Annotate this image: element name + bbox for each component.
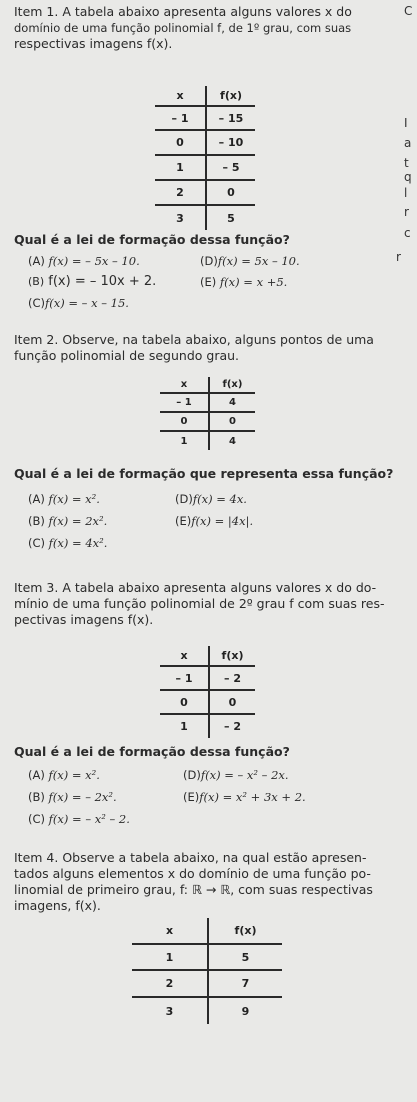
table-cell: 2 xyxy=(155,180,206,205)
table-cell: 0 xyxy=(160,690,209,714)
item3-option-b[interactable]: (B) f(x) = – 2x². xyxy=(28,790,117,804)
item2-option-e[interactable]: (E)f(x) = |4x|. xyxy=(175,514,254,528)
item3-option-d[interactable]: (D)f(x) = – x² – 2x. xyxy=(183,768,289,782)
item2-option-c[interactable]: (C) f(x) = 4x². xyxy=(28,536,108,550)
item1-option-a[interactable]: (A) f(x) = – 5x – 10. xyxy=(28,254,140,268)
item1-statement xyxy=(14,4,404,52)
item3-header-x: x xyxy=(160,646,209,666)
margin-fragment: t xyxy=(404,156,409,170)
item2-option-b[interactable]: (B) f(x) = 2x². xyxy=(28,514,108,528)
item3-option-a[interactable]: (A) f(x) = x². xyxy=(28,768,100,782)
table-cell: 9 xyxy=(208,997,282,1024)
item1-option-e[interactable]: (E) f(x) = x +5. xyxy=(200,275,288,289)
item1-line3: respectivas imagens f(x). xyxy=(14,36,173,51)
item3-line2: mínio de uma função polinomial de 2º grau f com suas res- xyxy=(14,596,385,611)
item2-line1: Item 2. Observe, na tabela abaixo, alguns pontos de uma xyxy=(14,332,374,347)
table-cell: 1 xyxy=(180,435,188,447)
margin-fragment: l xyxy=(404,186,408,200)
item1-header-fx: f(x) xyxy=(206,86,255,106)
table-cell: 3 xyxy=(165,1004,174,1018)
table-cell: – 1 xyxy=(160,666,209,690)
table-cell: 2 xyxy=(132,970,208,997)
table-cell: 0 xyxy=(155,130,206,155)
item2-header-x: x xyxy=(160,377,209,393)
table-cell: – 5 xyxy=(206,155,255,180)
item4-header-x: x xyxy=(132,918,208,944)
item3-option-e[interactable]: (E)f(x) = x² + 3x + 2. xyxy=(183,790,306,804)
margin-fragment: q xyxy=(404,170,412,184)
item2-question: Qual é a lei de formação que representa essa função? xyxy=(14,466,394,481)
table-cell: – 1 xyxy=(160,393,209,412)
item4-header-fx: f(x) xyxy=(208,918,282,944)
item4-statement xyxy=(14,850,412,914)
item2-option-a[interactable]: (A) f(x) = x². xyxy=(28,492,100,506)
item2-header-fx: f(x) xyxy=(209,377,255,393)
item4-line3: linomial de primeiro grau, f: ℝ → ℝ, com suas respectivas xyxy=(14,882,373,897)
item4-line4: imagens, f(x). xyxy=(14,898,101,913)
item3-header-fx: f(x) xyxy=(209,646,255,666)
table-cell: 0 xyxy=(206,180,255,205)
item4-table xyxy=(132,918,282,1024)
item3-question: Qual é a lei de formação dessa função? xyxy=(14,744,290,759)
item2-option-d[interactable]: (D)f(x) = 4x. xyxy=(175,492,247,506)
table-cell: 0 xyxy=(209,690,255,714)
item3-line1: Item 3. A tabela abaixo apresenta alguns valores x do do- xyxy=(14,580,377,595)
item1-table xyxy=(155,86,255,230)
table-cell: – 10 xyxy=(206,130,255,155)
margin-fragment: r xyxy=(404,205,409,219)
item4-line2: tados alguns elementos x do domínio de uma função po- xyxy=(14,866,371,881)
item4-line1: Item 4. Observe a tabela abaixo, na qual estão apresen- xyxy=(14,850,367,865)
item1-option-c[interactable]: (C)f(x) = – x – 15. xyxy=(28,296,129,310)
item2-statement xyxy=(14,332,409,364)
margin-fragment: C xyxy=(404,4,413,18)
table-cell: 4 xyxy=(209,393,255,412)
item3-line3: pectivas imagens f(x). xyxy=(14,612,154,627)
table-cell: 4 xyxy=(209,431,255,450)
margin-fragment: c xyxy=(404,226,411,240)
table-cell: 1 xyxy=(180,720,188,733)
table-cell: 1 xyxy=(155,155,206,180)
table-cell: 5 xyxy=(208,944,282,970)
table-cell: – 2 xyxy=(209,666,255,690)
table-cell: – 15 xyxy=(206,106,255,130)
item1-option-d[interactable]: (D)f(x) = 5x – 10. xyxy=(200,254,300,268)
table-cell: – 1 xyxy=(155,106,206,130)
table-cell: 0 xyxy=(160,412,209,431)
item3-option-c[interactable]: (C) f(x) = – x² – 2. xyxy=(28,812,130,826)
item2-table xyxy=(160,377,255,450)
table-cell: 3 xyxy=(176,211,184,225)
table-cell: – 2 xyxy=(209,714,255,738)
table-cell: 7 xyxy=(208,970,282,997)
item3-statement xyxy=(14,580,409,628)
item1-option-b[interactable]: (B) f(x) = – 10x + 2. xyxy=(28,274,157,289)
item1-question: Qual é a lei de formação dessa função? xyxy=(14,232,290,247)
item1-line1: Item 1. A tabela abaixo apresenta alguns valores x do xyxy=(14,4,352,19)
margin-fragment: r xyxy=(396,250,401,264)
item2-line2: função polinomial de segundo grau. xyxy=(14,348,240,363)
item3-table xyxy=(160,646,255,738)
margin-fragment: a xyxy=(404,136,412,150)
table-cell: 5 xyxy=(206,205,255,230)
table-cell: 0 xyxy=(209,412,255,431)
item1-line2: domínio de uma função polinomial f, de 1º grau, com suas xyxy=(14,21,352,35)
table-cell: 1 xyxy=(132,944,208,970)
margin-fragment: I xyxy=(404,116,408,130)
item1-header-x: x xyxy=(155,86,206,106)
